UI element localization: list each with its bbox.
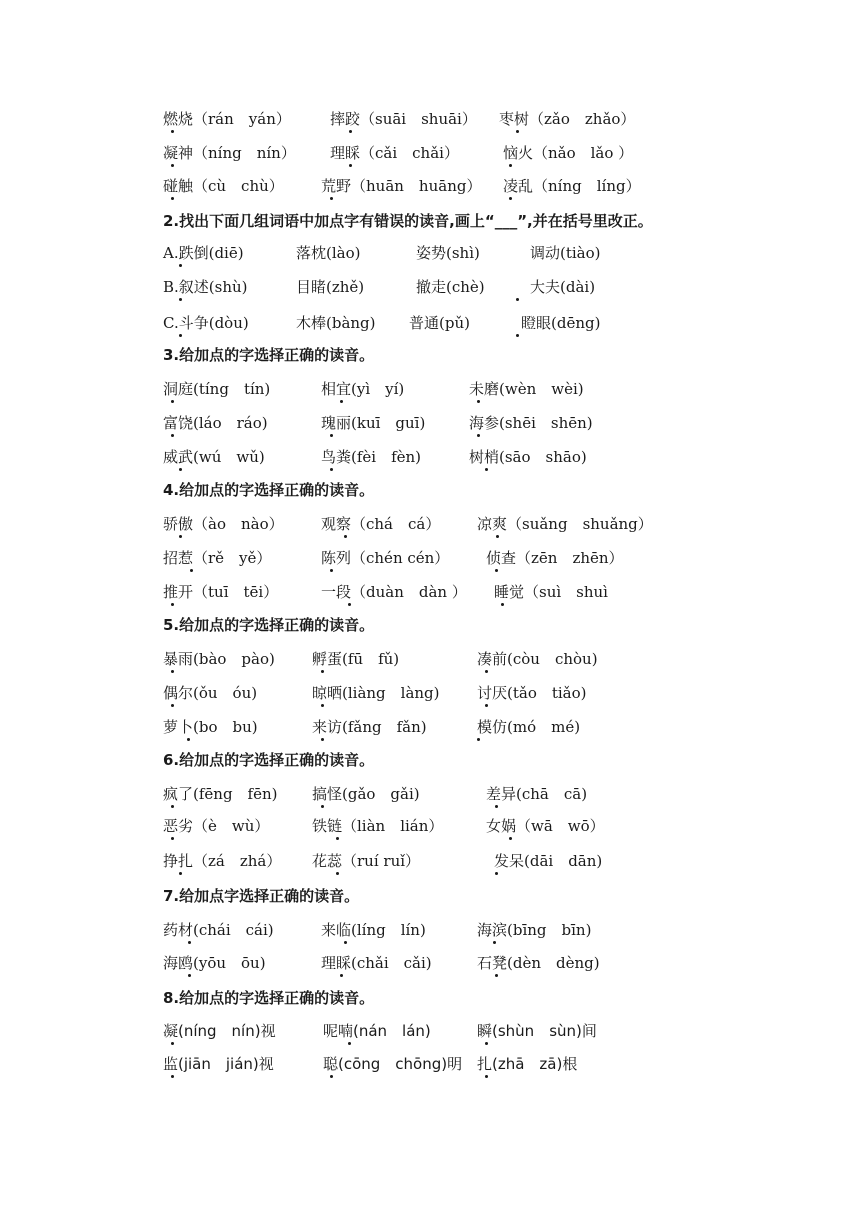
emphasis-dot (171, 837, 174, 840)
emphasis-dot (171, 603, 174, 606)
emphasis-dot (188, 974, 191, 977)
emphasis-dot (509, 164, 512, 167)
word-item: 一段（duàn dàn ） (321, 583, 467, 601)
word-item: 聪(cōng chōng)明 (323, 1055, 463, 1073)
question-6-heading: 6.给加点的字选择正确的读音。 (163, 751, 375, 769)
word-item: 凉爽（suǎng shuǎng） (477, 515, 653, 533)
word-item: 鸟粪(fèi fèn) (321, 448, 422, 466)
word-item: 花蕊（ruí ruǐ） (312, 852, 421, 870)
emphasis-dot (349, 130, 352, 133)
word-item: 燃烧（rán yán） (163, 110, 291, 128)
word-item: 海滨(bīng bīn) (477, 921, 592, 939)
word-item: 荒野（huān huāng） (321, 177, 482, 195)
word-item: 萝卜(bo bu) (163, 718, 258, 736)
word-item: 侦查（zēn zhēn） (486, 549, 624, 567)
word-item: 铁链（liàn lián） (312, 817, 444, 835)
question-2-row-a (0, 238, 860, 268)
emphasis-dot (321, 670, 324, 673)
question-5-row-1 (0, 644, 860, 674)
emphasis-dot (485, 1042, 488, 1045)
word-item: 摔跤（suāi shuāi） (330, 110, 477, 128)
emphasis-dot (477, 434, 480, 437)
emphasis-dot (495, 974, 498, 977)
emphasis-dot (179, 872, 182, 875)
emphasis-dot (509, 837, 512, 840)
word-item: 海参(shēi shēn) (469, 414, 593, 432)
emphasis-dot (171, 130, 174, 133)
emphasis-dot (495, 569, 498, 572)
emphasis-dot (179, 535, 182, 538)
question-5-row-2 (0, 678, 860, 708)
word-item: 洞庭(tíng tín) (163, 380, 271, 398)
emphasis-dot (348, 603, 351, 606)
emphasis-dot (171, 704, 174, 707)
word-item: 树梢(sāo shāo) (469, 448, 587, 466)
question-5-row-3 (0, 712, 860, 742)
word-item: 骄傲（ào nào） (163, 515, 284, 533)
emphasis-dot (179, 334, 182, 337)
question-2-row-b (0, 272, 860, 302)
emphasis-dot (188, 941, 191, 944)
word-item: 凝神（níng nín） (163, 144, 296, 162)
question-4-heading: 4.给加点的字选择正确的读音。 (163, 481, 375, 499)
emphasis-dot (171, 164, 174, 167)
emphasis-dot (171, 400, 174, 403)
word-item: 差异(chā cā) (486, 785, 588, 803)
word-item: 凝(níng nín)视 (163, 1022, 276, 1040)
emphasis-dot (477, 400, 480, 403)
word-item: 木棒(bàng) (296, 314, 376, 332)
word-item: 落枕(lào) (296, 244, 361, 262)
emphasis-dot (330, 434, 333, 437)
emphasis-dot (349, 164, 352, 167)
word-item: 扎(zhā zā)根 (477, 1055, 578, 1073)
word-item: 石凳(dèn dèng) (477, 954, 600, 972)
word-item: 偶尔(ǒu óu) (163, 684, 258, 702)
emphasis-dot (330, 468, 333, 471)
word-item: B.叙述(shù) (163, 278, 248, 296)
emphasis-dot (321, 805, 324, 808)
word-item: 呢喃(nán lán) (323, 1022, 431, 1040)
word-item: 撤走(chè) (416, 278, 485, 296)
emphasis-dot (501, 603, 504, 606)
emphasis-dot (516, 298, 519, 301)
word-item: C.斗争(dòu) (163, 314, 249, 332)
question-8-row-1 (0, 1016, 860, 1046)
word-item: 富饶(láo ráo) (163, 414, 268, 432)
question-2-row-c (0, 308, 860, 338)
word-item: 孵蛋(fū fǔ) (312, 650, 400, 668)
word-item: 调动(tiào) (530, 244, 601, 262)
emphasis-dot (509, 197, 512, 200)
question-6-row-3 (0, 846, 860, 876)
word-item: 普通(pǔ) (409, 314, 470, 332)
emphasis-dot (477, 738, 480, 741)
emphasis-dot (485, 468, 488, 471)
question-7-heading: 7.给加点字选择正确的读音。 (163, 887, 360, 905)
emphasis-dot (340, 400, 343, 403)
emphasis-dot (348, 1042, 351, 1045)
question-4-row-2 (0, 543, 860, 573)
word-item: 发呆(dāi dān) (494, 852, 603, 870)
word-item: 相宜(yì yí) (321, 380, 405, 398)
emphasis-dot (516, 334, 519, 337)
emphasis-dot (485, 1075, 488, 1078)
emphasis-dot (495, 872, 498, 875)
word-item: 暴雨(bào pào) (163, 650, 275, 668)
word-item: 大夫(dài) (530, 278, 596, 296)
word-item: 挣扎（zá zhá） (163, 852, 282, 870)
question-8-heading: 8.给加点的字选择正确的读音。 (163, 989, 375, 1007)
emphasis-dot (171, 1075, 174, 1078)
emphasis-dot (336, 872, 339, 875)
word-item: 瞪眼(dēng) (521, 314, 601, 332)
emphasis-dot (496, 535, 499, 538)
question-3-row-3 (0, 442, 860, 472)
question-6-row-2 (0, 811, 860, 841)
question-3-row-2 (0, 408, 860, 438)
emphasis-dot (171, 670, 174, 673)
emphasis-dot (171, 1042, 174, 1045)
word-item: 搞怪(gǎo gǎi) (312, 785, 420, 803)
word-item: 碰触（cù chù） (163, 177, 284, 195)
emphasis-dot (330, 1075, 333, 1078)
word-item: 模仿(mó mé) (477, 718, 581, 736)
word-item: 目睹(zhě) (296, 278, 365, 296)
question-1-row-2 (0, 138, 860, 168)
word-item: 监(jiān jián)视 (163, 1055, 274, 1073)
emphasis-dot (340, 974, 343, 977)
word-item: 药材(chái cái) (163, 921, 274, 939)
emphasis-dot (187, 738, 190, 741)
question-8-row-2 (0, 1049, 860, 1079)
word-item: 恼火（nǎo lǎo ） (503, 144, 634, 162)
emphasis-dot (171, 197, 174, 200)
word-item: 凌乱（níng líng） (503, 177, 641, 195)
word-item: 疯了(fēng fēn) (163, 785, 278, 803)
word-item: 来临(líng lín) (321, 921, 426, 939)
emphasis-dot (330, 569, 333, 572)
emphasis-dot (321, 738, 324, 741)
question-5-heading: 5.给加点的字选择正确的读音。 (163, 616, 375, 634)
emphasis-dot (179, 468, 182, 471)
word-item: 海鸥(yōu ōu) (163, 954, 266, 972)
question-3-heading: 3.给加点的字选择正确的读音。 (163, 346, 375, 364)
emphasis-dot (344, 535, 347, 538)
emphasis-dot (330, 197, 333, 200)
question-2-heading: 2.找出下面几组词语中加点字有错误的读音,画上“___”,并在括号里改正。 (163, 212, 653, 230)
word-item: 枣树（zǎo zhǎo） (499, 110, 636, 128)
emphasis-dot (495, 805, 498, 808)
word-item: A.跌倒(diē) (163, 244, 244, 262)
word-item: 恶劣（è wù） (163, 817, 270, 835)
question-3-row-1 (0, 374, 860, 404)
emphasis-dot (516, 130, 519, 133)
emphasis-dot (493, 941, 496, 944)
word-item: 晾晒(liàng làng) (312, 684, 440, 702)
word-item: 未磨(wèn wèi) (469, 380, 584, 398)
word-item: 瑰丽(kuī guī) (321, 414, 426, 432)
emphasis-dot (171, 434, 174, 437)
emphasis-dot (179, 298, 182, 301)
emphasis-dot (321, 704, 324, 707)
word-item: 来访(fǎng fǎn) (312, 718, 427, 736)
emphasis-dot (485, 670, 488, 673)
question-6-row-1 (0, 779, 860, 809)
word-item: 姿势(shì) (416, 244, 480, 262)
word-item: 理睬(chǎi cǎi) (321, 954, 432, 972)
emphasis-dot (485, 704, 488, 707)
word-item: 讨厌(tǎo tiǎo) (477, 684, 587, 702)
word-item: 凑前(còu chòu) (477, 650, 598, 668)
word-item: 睡觉（suì shuì (494, 583, 608, 601)
question-1-row-1 (0, 104, 860, 134)
word-item: 理睬（cǎi chǎi） (330, 144, 459, 162)
emphasis-dot (336, 837, 339, 840)
word-item: 招惹（rě yě） (163, 549, 272, 567)
emphasis-dot (171, 805, 174, 808)
emphasis-dot (190, 569, 193, 572)
word-item: 观察（chá cá） (321, 515, 441, 533)
word-item: 威武(wú wǔ) (163, 448, 265, 466)
word-item: 女娲（wā wō） (486, 817, 605, 835)
question-4-row-3 (0, 577, 860, 607)
question-7-row-1 (0, 915, 860, 945)
word-item: 推开（tuī tēi） (163, 583, 279, 601)
word-item: 瞬(shùn sùn)间 (477, 1022, 597, 1040)
question-7-row-2 (0, 948, 860, 978)
question-1-row-3 (0, 171, 860, 201)
emphasis-dot (179, 264, 182, 267)
word-item: 陈列（chén cén） (321, 549, 450, 567)
emphasis-dot (344, 941, 347, 944)
question-4-row-1 (0, 509, 860, 539)
